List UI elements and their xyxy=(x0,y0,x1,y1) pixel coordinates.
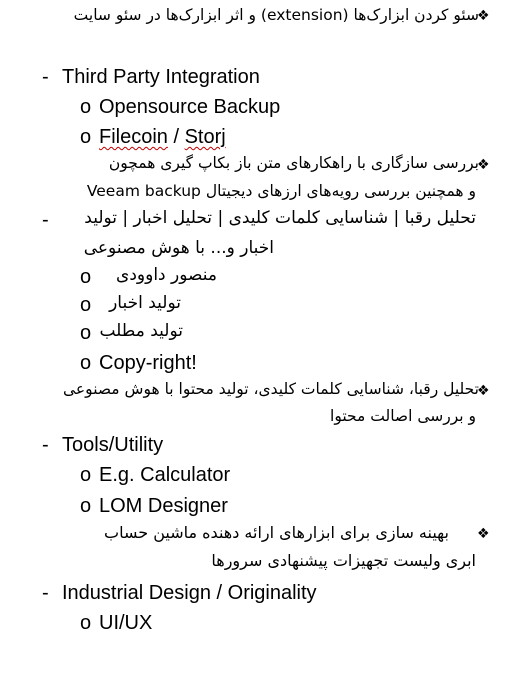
circle-bullet-icon: o xyxy=(80,352,92,374)
separator: / xyxy=(167,126,185,148)
circle-bullet-icon: o xyxy=(80,322,92,344)
dash-marker: - xyxy=(42,582,49,604)
list-heading: تحلیل رقبا | شناسایی کلمات کلیدی | تحلیل اخبار | تولید xyxy=(84,208,476,228)
circle-bullet-icon: o xyxy=(80,96,92,118)
dash-marker: - xyxy=(42,434,49,456)
list-item: تولید مطلب xyxy=(99,321,183,341)
list-item: E.g. Calculator xyxy=(99,464,231,486)
diamond-bullet-icon: ❖ xyxy=(477,157,490,173)
spellcheck-word: Filecoin xyxy=(99,126,168,148)
rtl-bullet-text: و بررسی اصالت محتوا xyxy=(330,407,476,425)
dash-marker: - xyxy=(42,209,49,231)
list-heading: Industrial Design / Originality xyxy=(62,582,317,604)
list-heading: Tools/Utility xyxy=(62,434,164,456)
rtl-bullet-text: بهینه سازی برای ابزارهای ارائه دهنده ماشین حساب xyxy=(104,523,449,542)
circle-bullet-icon: o xyxy=(80,266,92,288)
list-item xyxy=(99,126,226,149)
rtl-bullet-text: ابری ولیست تجهیزات پیشنهادی سرورها xyxy=(211,551,476,570)
rtl-bullet-text: سئو کردن ابزارک‌ها (extension) و اثر ابزارک‌ها در سئو سایت xyxy=(73,6,479,24)
list-item: منصور داوودی xyxy=(116,265,217,285)
rtl-bullet-text: بررسی سازگاری با راهکارهای متن باز بکاپ گیری همچون xyxy=(108,154,479,172)
circle-bullet-icon: o xyxy=(80,464,92,486)
rtl-bullet-text: Veeam backup و همچنین بررسی رویه‌های ارزهای دیجیتال xyxy=(86,182,476,200)
list-heading: Third Party Integration xyxy=(62,66,260,88)
diamond-bullet-icon: ❖ xyxy=(477,383,490,399)
spellcheck-word: Storj xyxy=(184,126,226,148)
list-item: Opensource Backup xyxy=(99,96,281,118)
rtl-bullet-text: تحلیل رقبا، شناسایی کلمات کلیدی، تولید محتوا با هوش مصنوعی xyxy=(63,380,479,398)
circle-bullet-icon: o xyxy=(80,126,92,148)
list-heading: اخبار و... با هوش مصنوعی xyxy=(83,238,274,258)
dash-marker: - xyxy=(42,66,49,88)
diamond-bullet-icon: ❖ xyxy=(477,8,490,24)
list-item: UI/UX xyxy=(99,612,153,634)
circle-bullet-icon: o xyxy=(80,495,92,517)
diamond-bullet-icon: ❖ xyxy=(477,526,490,542)
list-item: LOM Designer xyxy=(99,495,228,517)
circle-bullet-icon: o xyxy=(80,294,92,316)
list-item: Copy-right! xyxy=(99,352,197,374)
circle-bullet-icon: o xyxy=(80,612,92,634)
list-item: تولید اخبار xyxy=(109,293,181,313)
